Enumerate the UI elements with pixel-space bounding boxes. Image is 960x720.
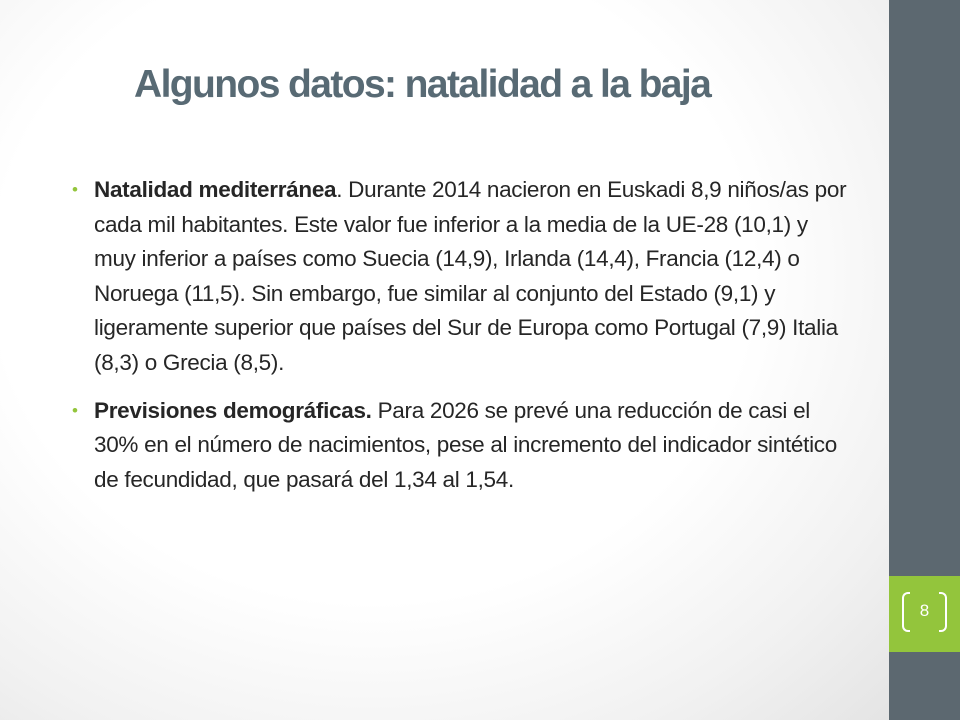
page-number-tab — [889, 576, 960, 652]
page-number: 8 — [919, 601, 930, 620]
bullet-lead: Previsiones demográficas. — [94, 397, 372, 423]
bullet-dot-icon: • — [72, 180, 78, 199]
bullet-text: . Durante 2014 nacieron en Euskadi 8,9 niños/as por cada mil habitantes. Este valor fue inferior a la media de la UE-28 (10,1) y muy inferior a países como Suecia (14,9), Irlanda (14,4), Francia (12,4) o Noruega (11,5). Sin embargo, fue similar al conjunto del Estado (9,1) y ligeramente superior que países del Sur de Europa como Portugal (7,9) Italia (8,3) o Grecia (8,5). — [94, 177, 847, 375]
bullet-lead: Natalidad mediterránea — [94, 177, 337, 202]
bracket-right-icon — [939, 592, 947, 632]
bullet-dot-icon: • — [72, 400, 78, 420]
slide-title: Algunos datos: natalidad a la baja — [134, 63, 711, 106]
slide-content — [72, 173, 852, 497]
bullet-item-natalidad — [72, 173, 852, 381]
bullet-item-previsiones — [72, 394, 852, 498]
bullet-text: Para 2026 se prevé una reducción de casi el 30% en el número de nacimientos, pese al incremento del indicador sintético de fecundidad, que pasará del 1,34 al 1,54. — [94, 397, 837, 492]
